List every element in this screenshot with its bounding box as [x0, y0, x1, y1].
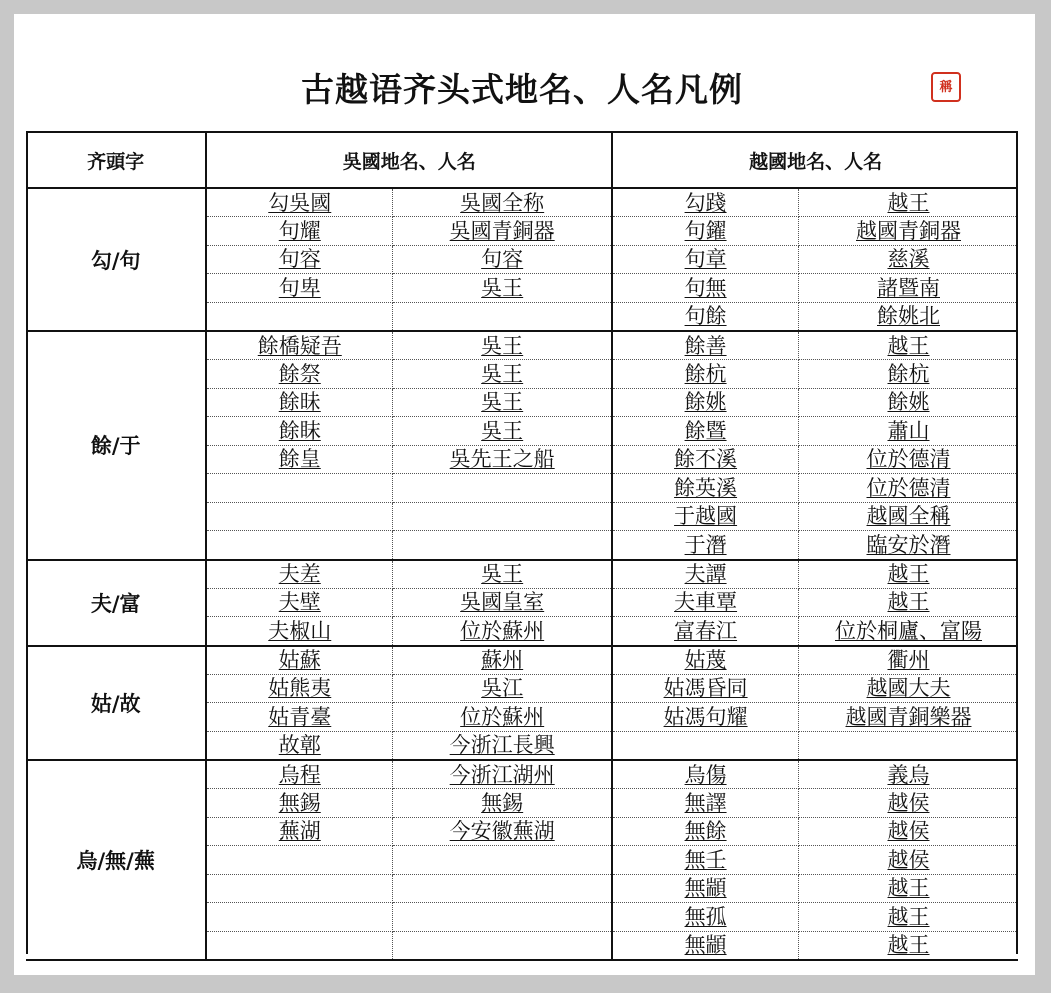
wu-name-cell [206, 903, 392, 932]
yue-name-cell: 無譯 [612, 789, 798, 818]
wu-note-cell [393, 474, 612, 503]
wu-name-cell: 勾吳國 [206, 188, 392, 217]
table-row [26, 560, 1018, 589]
wu-name-cell [206, 474, 392, 503]
yue-name-cell: 餘英溪 [612, 474, 798, 503]
yue-name-cell: 無顓 [612, 931, 798, 960]
yue-name-cell: 勾踐 [612, 188, 798, 217]
yue-name-cell: 句餘 [612, 302, 798, 331]
wu-name-cell: 夫差 [206, 560, 392, 589]
wu-name-cell: 句卑 [206, 274, 392, 303]
prefix-cell: 烏/無/蕪 [26, 760, 206, 960]
yue-name-cell: 姑蔑 [612, 646, 798, 675]
yue-note-cell: 越侯 [799, 846, 1019, 875]
yue-note-cell: 越王 [799, 903, 1019, 932]
wu-note-cell: 吳王 [393, 360, 612, 389]
yue-name-cell: 餘暨 [612, 417, 798, 446]
wu-note-cell: 吳國全称 [393, 188, 612, 217]
yue-note-cell: 衢州 [799, 646, 1019, 675]
wu-name-cell: 姑青臺 [206, 703, 392, 732]
wu-note-cell: 吳先王之船 [393, 445, 612, 474]
header-prefix: 齐頭字 [26, 132, 206, 188]
yue-note-cell: 越王 [799, 931, 1019, 960]
wu-note-cell: 吳王 [393, 560, 612, 589]
yue-note-cell: 位於桐廬、富陽 [799, 617, 1019, 646]
table-header-row [26, 132, 1018, 188]
wu-name-cell: 無錫 [206, 789, 392, 818]
header-wu: 吳國地名、人名 [206, 132, 612, 188]
table-row [26, 646, 1018, 675]
yue-name-cell: 餘不溪 [612, 445, 798, 474]
wu-note-cell [393, 874, 612, 903]
yue-note-cell: 餘杭 [799, 360, 1019, 389]
wu-name-cell: 姑熊夷 [206, 674, 392, 703]
place-name-table [26, 131, 1018, 961]
wu-note-cell: 位於蘇州 [393, 703, 612, 732]
wu-name-cell: 餘皇 [206, 445, 392, 474]
prefix-cell: 姑/故 [26, 646, 206, 761]
wu-name-cell [206, 531, 392, 560]
wu-name-cell: 故鄣 [206, 731, 392, 760]
wu-name-cell [206, 874, 392, 903]
yue-name-cell: 于越國 [612, 502, 798, 531]
wu-name-cell: 餘橋疑吾 [206, 331, 392, 360]
yue-name-cell: 餘姚 [612, 388, 798, 417]
wu-note-cell: 無錫 [393, 789, 612, 818]
wu-note-cell: 吳國青銅器 [393, 217, 612, 246]
prefix-cell: 夫/富 [26, 560, 206, 646]
wu-note-cell [393, 846, 612, 875]
yue-note-cell: 餘姚北 [799, 302, 1019, 331]
yue-name-cell: 姑馮昏同 [612, 674, 798, 703]
yue-note-cell [799, 731, 1019, 760]
yue-name-cell: 夫譚 [612, 560, 798, 589]
wu-note-cell: 句容 [393, 245, 612, 274]
yue-name-cell: 無顓 [612, 874, 798, 903]
yue-note-cell: 越王 [799, 588, 1019, 617]
yue-note-cell: 越王 [799, 188, 1019, 217]
wu-note-cell: 今安徽蕪湖 [393, 817, 612, 846]
yue-note-cell: 越國全稱 [799, 502, 1019, 531]
yue-name-cell: 烏傷 [612, 760, 798, 789]
yue-name-cell: 姑馮句耀 [612, 703, 798, 732]
wu-name-cell: 姑蘇 [206, 646, 392, 675]
wu-note-cell [393, 931, 612, 960]
wu-note-cell: 位於蘇州 [393, 617, 612, 646]
table-body [26, 188, 1018, 960]
yue-name-cell: 無餘 [612, 817, 798, 846]
yue-name-cell: 富春江 [612, 617, 798, 646]
yue-note-cell: 慈溪 [799, 245, 1019, 274]
yue-note-cell: 諸暨南 [799, 274, 1019, 303]
wu-name-cell: 夫椒山 [206, 617, 392, 646]
wu-name-cell: 餘眜 [206, 417, 392, 446]
wu-name-cell: 烏程 [206, 760, 392, 789]
wu-name-cell: 句容 [206, 245, 392, 274]
wu-note-cell: 吳國皇室 [393, 588, 612, 617]
yue-note-cell: 越國青銅樂器 [799, 703, 1019, 732]
yue-note-cell: 蕭山 [799, 417, 1019, 446]
wu-name-cell: 夫壁 [206, 588, 392, 617]
yue-name-cell: 無壬 [612, 846, 798, 875]
yue-note-cell: 越侯 [799, 789, 1019, 818]
yue-name-cell: 句鑃 [612, 217, 798, 246]
yue-name-cell: 于潛 [612, 531, 798, 560]
yue-note-cell: 越王 [799, 560, 1019, 589]
wu-name-cell: 餘祭 [206, 360, 392, 389]
prefix-cell: 餘/于 [26, 331, 206, 560]
yue-name-cell [612, 731, 798, 760]
table-row [26, 760, 1018, 789]
wu-note-cell: 吳王 [393, 417, 612, 446]
wu-note-cell: 吳王 [393, 388, 612, 417]
wu-note-cell [393, 903, 612, 932]
wu-note-cell: 今浙江長興 [393, 731, 612, 760]
yue-note-cell: 義烏 [799, 760, 1019, 789]
yue-note-cell: 越國青銅器 [799, 217, 1019, 246]
table-row [26, 188, 1018, 217]
header-yue: 越國地名、人名 [612, 132, 1018, 188]
yue-note-cell: 越王 [799, 874, 1019, 903]
yue-note-cell: 臨安於潛 [799, 531, 1019, 560]
yue-name-cell: 餘杭 [612, 360, 798, 389]
red-seal-stamp: 稱 [931, 72, 961, 102]
yue-name-cell: 句無 [612, 274, 798, 303]
wu-note-cell [393, 302, 612, 331]
wu-note-cell: 吳江 [393, 674, 612, 703]
page-title: 古越语齐头式地名、人名凡例 [301, 70, 743, 109]
wu-name-cell: 蕪湖 [206, 817, 392, 846]
wu-note-cell [393, 531, 612, 560]
table-row [26, 331, 1018, 360]
yue-name-cell: 夫車覃 [612, 588, 798, 617]
wu-name-cell [206, 502, 392, 531]
wu-name-cell [206, 302, 392, 331]
yue-note-cell: 位於德清 [799, 474, 1019, 503]
wu-name-cell [206, 846, 392, 875]
wu-name-cell [206, 931, 392, 960]
yue-name-cell: 句章 [612, 245, 798, 274]
yue-name-cell: 餘善 [612, 331, 798, 360]
wu-note-cell: 蘇州 [393, 646, 612, 675]
yue-note-cell: 餘姚 [799, 388, 1019, 417]
wu-note-cell: 吳王 [393, 331, 612, 360]
wu-note-cell: 吳王 [393, 274, 612, 303]
wu-note-cell: 今浙江湖州 [393, 760, 612, 789]
yue-name-cell: 無孤 [612, 903, 798, 932]
yue-note-cell: 越侯 [799, 817, 1019, 846]
wu-note-cell [393, 502, 612, 531]
wu-name-cell: 句耀 [206, 217, 392, 246]
wu-name-cell: 餘昧 [206, 388, 392, 417]
yue-note-cell: 位於德清 [799, 445, 1019, 474]
prefix-cell: 勾/句 [26, 188, 206, 331]
yue-note-cell: 越國大夫 [799, 674, 1019, 703]
yue-note-cell: 越王 [799, 331, 1019, 360]
